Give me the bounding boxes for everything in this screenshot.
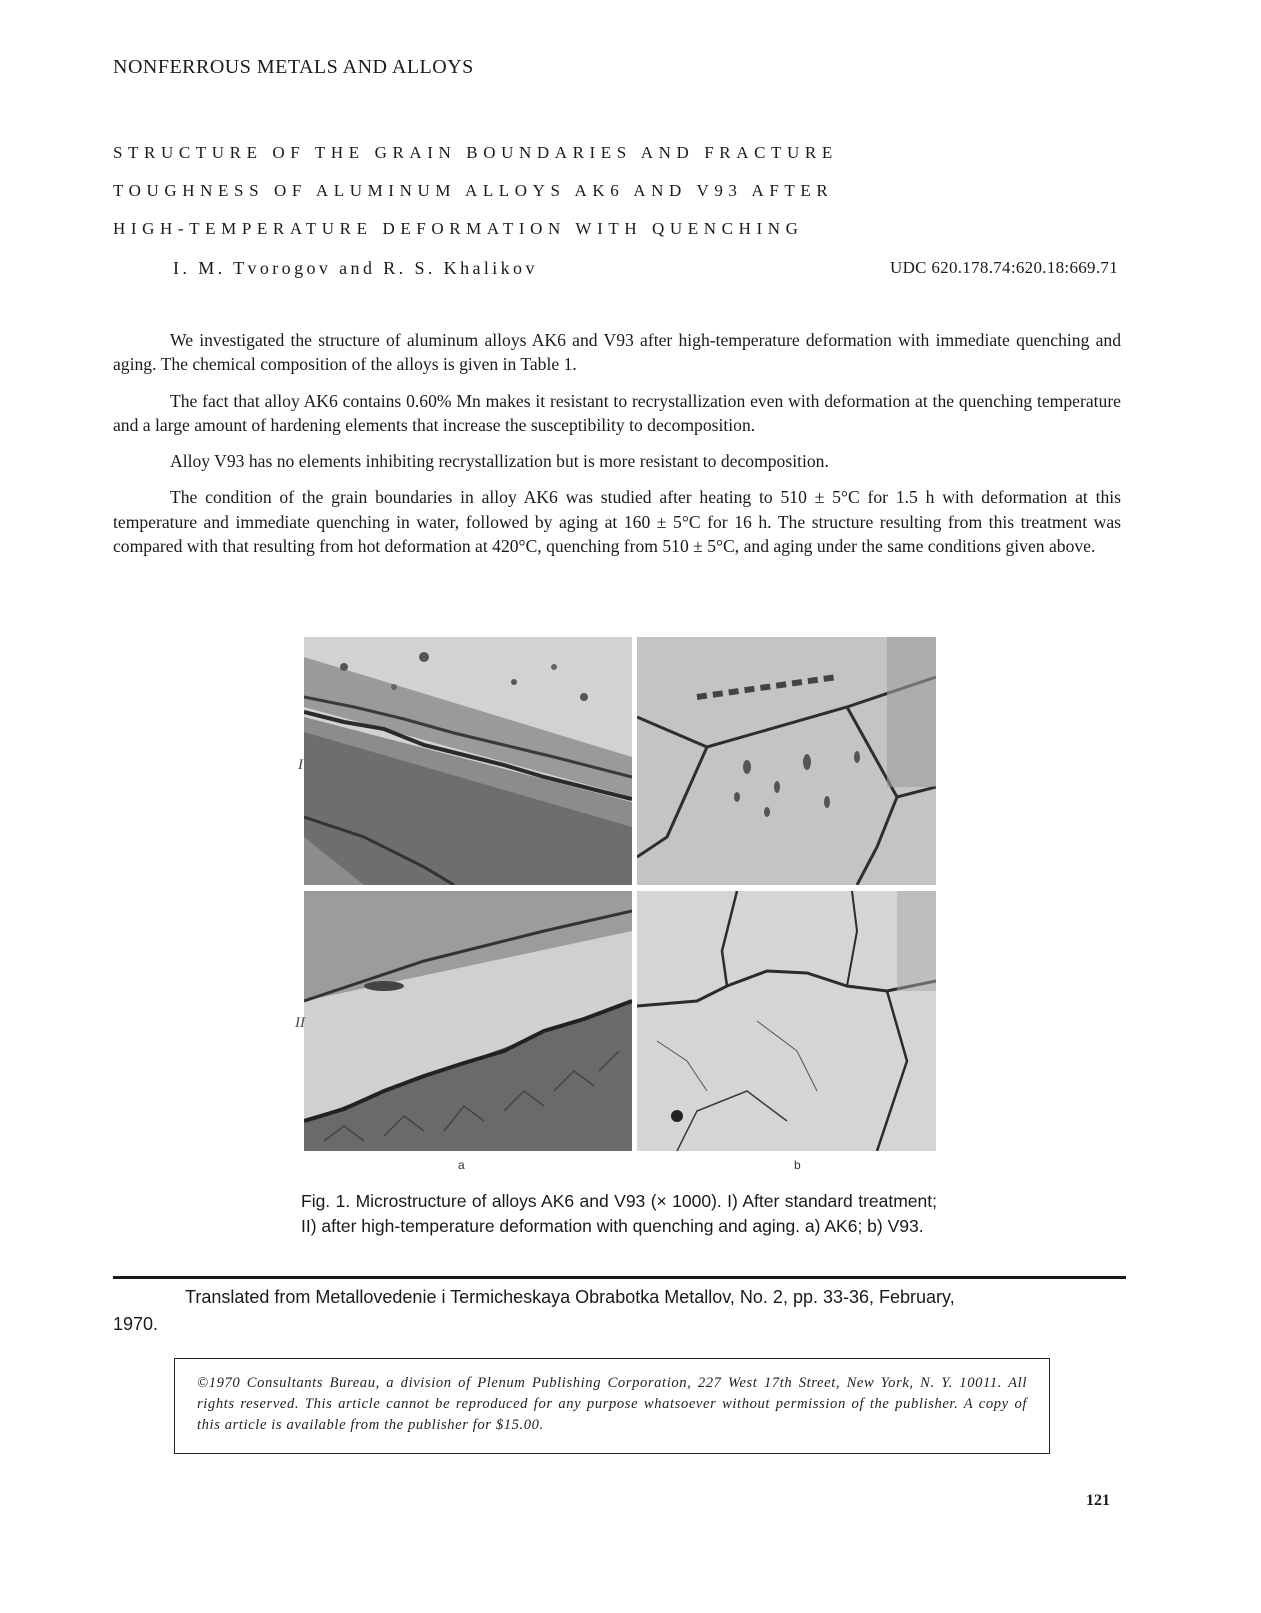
paragraph: The fact that alloy AK6 contains 0.60% Mn makes it resistant to recrystallization even with deformation at the quenching temperature and a large amount of hardening elements that increase the susceptibility to decomposition. [113, 390, 1121, 435]
copyright-box [174, 1358, 1050, 1454]
micrograph-panel-IIb [637, 891, 936, 1151]
row-label: II [295, 1015, 305, 1031]
paragraph: Alloy V93 has no elements inhibiting recrystallization but is more resistant to decomposition. [170, 451, 829, 472]
title-line: TOUGHNESS OF ALUMINUM ALLOYS AK6 AND V93 AFTER [113, 181, 834, 200]
page-number: 121 [1086, 1492, 1110, 1509]
micrograph-image [637, 891, 936, 1151]
micrograph-figure [295, 637, 936, 1175]
body-text [113, 328, 1121, 570]
micrograph-panel-Ib [637, 637, 936, 885]
row-label: I [298, 757, 303, 773]
micrograph-panel-IIa [304, 891, 632, 1151]
column-label: a [458, 1158, 465, 1172]
paragraph: The condition of the grain boundaries in alloy AK6 was studied after heating to 510 ± 5°C for 1.5 h with deformation at this temperature and immediate quenching in water, followed by aging at 160 ± 5°C for 16 h. The structure resulting from this treatment was compared with that resulting from hot deformation at 420°C, quenching from 510 ± 5°C, and aging under the same conditions given above. [113, 487, 1121, 557]
translation-note [113, 1284, 1113, 1338]
title-line: STRUCTURE OF THE GRAIN BOUNDARIES AND FRACTURE [113, 143, 838, 162]
figure-caption: Fig. 1. Microstructure of alloys AK6 and V93 (× 1000). I) After standard treatment; II) after high-temperature deformation with quenching and aging. a) AK6; b) V93. [301, 1191, 937, 1236]
micrograph-panel-Ia [304, 637, 632, 885]
udc-code: UDC 620.178.74:620.18:669.71 [890, 258, 1118, 277]
micrograph-image [304, 891, 632, 1151]
authors: I. M. Tvorogov and R. S. Khalikov [173, 258, 538, 278]
paragraph: We investigated the structure of aluminum alloys AK6 and V93 after high-temperature deformation with immediate quenching and aging. The chemical composition of the alloys is given in Table 1. [113, 330, 1121, 375]
article-title [113, 134, 838, 248]
title-line: HIGH-TEMPERATURE DEFORMATION WITH QUENCHING [113, 219, 804, 238]
micrograph-image [304, 637, 632, 885]
translation-year: 1970. [113, 1314, 159, 1334]
micrograph-image [637, 637, 936, 885]
copyright-text: ©1970 Consultants Bureau, a division of Plenum Publishing Corporation, 227 West 17th Street, New York, N. Y. 10011. All rights reserved. This article cannot be reproduced for any purpose whatsoever without permission of the publisher. A copy of this article is available from the publisher for $15.00. [197, 1375, 1027, 1433]
footnote-divider [113, 1276, 1126, 1279]
column-label: b [794, 1158, 801, 1172]
translation-source: Translated from Metallovedenie i Termicheskaya Obrabotka Metallov, No. 2, pp. 33-36, February, [185, 1287, 955, 1307]
section-heading: NONFERROUS METALS AND ALLOYS [113, 56, 474, 78]
